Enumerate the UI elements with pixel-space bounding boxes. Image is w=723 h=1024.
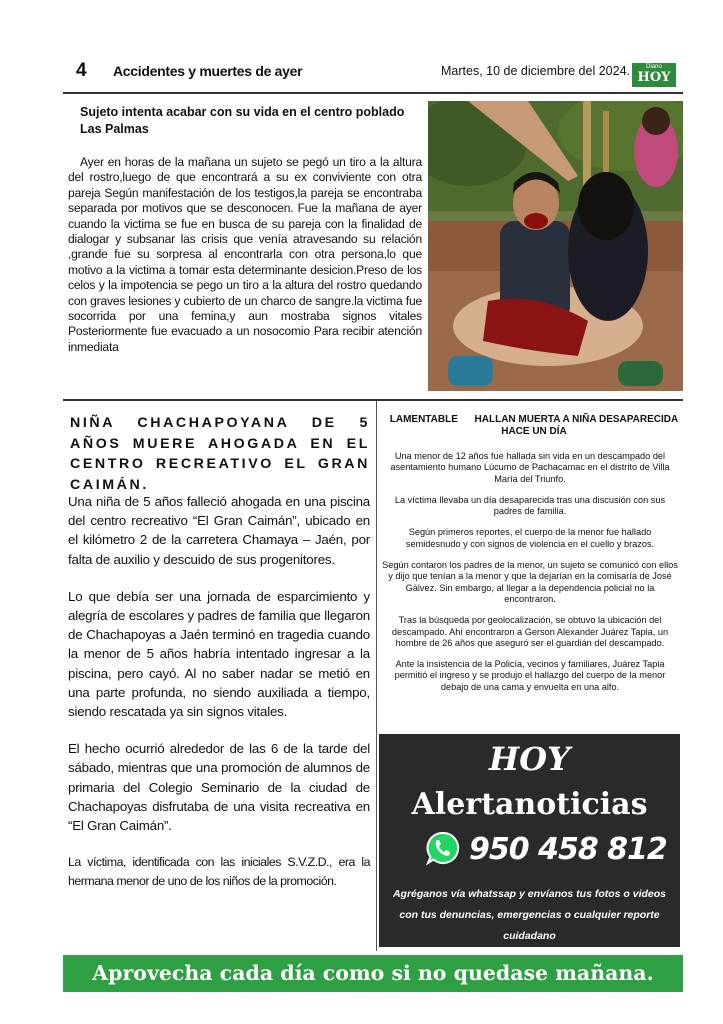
article2-body	[68, 492, 370, 908]
alertanoticias-ad	[379, 734, 680, 947]
article2-paragraph: El hecho ocurrió alrededor de las 6 de la tarde del sábado, mientras que una promoción de alumnos de primaria del Colegio Seminario de la ciudad de Chachapoyas disfrutaba de una visita recreativa en “El Gran Caimán”.	[68, 741, 370, 834]
article3-paragraph: La víctima llevaba un día desaparecida tras una discusión con sus padres de familia.	[394, 494, 666, 517]
article3-paragraph: Según primeros reportes, el cuerpo de la menor fue hallado semidesnudo y con signos de violencia en el cuello y brazos.	[405, 527, 655, 549]
issue-date: Martes, 10 de diciembre del 2024.	[441, 64, 630, 78]
article3-paragraph: Ante la insistencia de la Policía, vecinos y familiares, Juárez Tapia permitió el ingreso y se produjo el hallazgo del cuerpo de la menor debajo de una cama y envuelta en una alfo.	[394, 659, 666, 692]
article2-paragraph: Una niña de 5 años falleció ahogada en una piscina del centro recreativo “El Gran Caimán”, ubicado en el kilómetro 2 de la carretera Chamaya – Jaén, por falta de auxilio y descuido de sus progenitores.	[68, 494, 370, 567]
section-title: Accidentes y muertes de ayer	[113, 63, 303, 79]
article1-headline: Sujeto intenta acabar con su vida en el centro poblado Las Palmas	[80, 105, 405, 136]
logo-big-text: HOY	[637, 70, 671, 85]
article3-paragraph: Según contaron los padres de la menor, un sujeto se comunicó con ellos y dijo que tenían a la menor y que la dejarían en la comisaría de José Gálvez. Sin embargo, al llegar a la dependencia policial no la encontraron.	[382, 560, 678, 604]
header-divider	[63, 92, 683, 94]
article3-headline: LAMENTABLE HALLAN MUERTA A NIÑA DESAPARECIDA HACE UN DÍA	[389, 414, 682, 437]
logo-small-text: Diario	[646, 64, 662, 70]
article2-paragraph: Lo que debía ser una jornada de esparcimiento y alegría de escolares y padres de familia que llegaron de Chachapoyas a Jaén terminó en tragedia cuando la menor de 5 años habría intentado ingresar a la piscina, pero cayó. Al no saber nadar se metió en una parte profunda, no siendo auxiliada a tiempo, siendo rescatada ya sin signos vitales.	[68, 588, 370, 720]
article2-paragraph: La víctima, identificada con las iniciales S.V.Z.D., era la hermana menor de uno de los niños de la promoción.	[68, 855, 370, 888]
news-photo	[428, 101, 683, 391]
article3-body	[381, 451, 679, 703]
page-number: 4	[76, 60, 87, 81]
ad-tagline: Agréganos vía whatssap y envíanos tus fotos o videos con tus denuncias, emergencias o cualquier reporte cuidadano	[392, 888, 667, 942]
article2-headline: NIÑA CHACHAPOYANA DE 5 AÑOS MUERE AHOGADA EN EL CENTRO RECREATIVO EL GRAN CAIMÁN.	[70, 415, 370, 493]
article3-paragraph: Tras la búsqueda por geolocalización, se obtuvo la ubicación del descampado. Ahí encontraron a Gerson Alexander Juárez Tapia, un hombre de 26 años que aseguró ser el guardián del descampado.	[391, 615, 669, 648]
newspaper-logo	[632, 63, 676, 87]
section-divider	[63, 399, 683, 401]
column-divider	[376, 401, 377, 951]
article1-body	[68, 155, 422, 355]
ad-phone-number: 950 458 812	[469, 832, 667, 867]
article1-paragraph: Ayer en horas de la mañana un sujeto se pegó un tiro a la altura del rostro,luego de que encontrará a su ex conviviente con otra pareja Según manifestación de los testigos,la pareja se encontraba separada por motivos que se desconocen. Fue la mañana de ayer cuando la victima se fue en busca de su pareja con la finalidad de dialogar y subsanar las crisis que venía atravesando su relación ,grande fue su sorpresa al encontrarla con otra persona,lo que motivo a la victima a tomar esta determinante desicion.Preso de los celos y la impotencia se pego un tiro a la altura del rostro quedando con graves lesiones y cubierto de un charco de sangre.la victima fue socorrida por una femina,y aun mostraba signos vitales Posteriormente fue evacuado a un nosocomio Para recibir atención inmediata	[68, 155, 422, 354]
ad-title: Alertanoticias	[411, 787, 648, 822]
whatsapp-icon	[425, 830, 461, 866]
ad-brand: HOY	[489, 740, 570, 778]
news-photo-illustration	[428, 101, 683, 391]
article3-paragraph: Una menor de 12 años fue hallada sin vida en un descampado del asentamiento humano Lúcumo de Pachacamac en el distrito de Villa María del Triunfo.	[390, 451, 670, 484]
footer-banner: Aprovecha cada día como si no quedase mañana.	[63, 955, 683, 992]
